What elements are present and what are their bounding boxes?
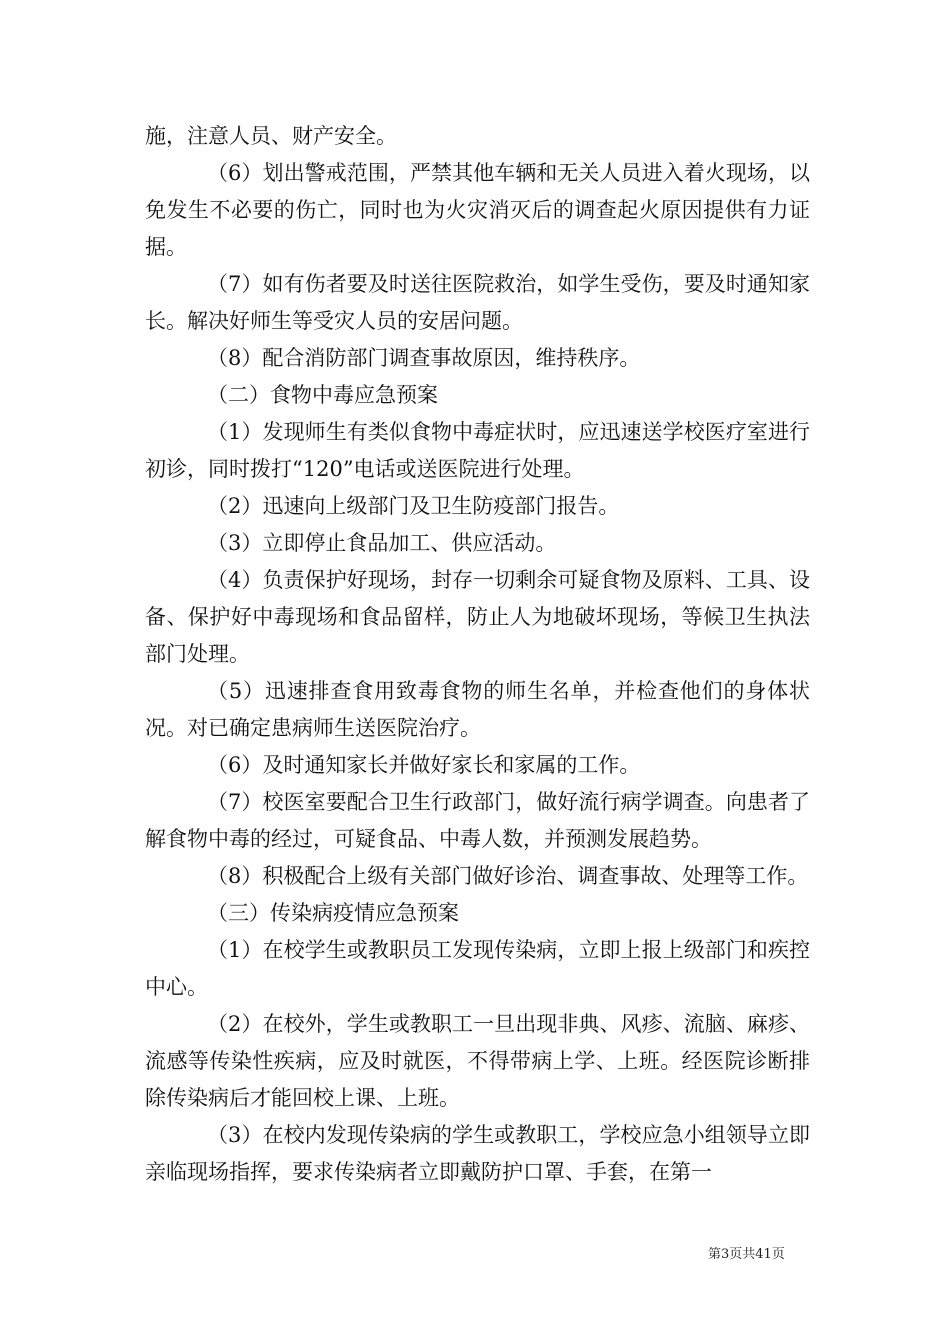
paragraph: 施，注意人员、财产安全。 bbox=[145, 124, 397, 148]
paragraph: （5）迅速排查食用致毒食物的师生名单，并检查他们的身体状况。对已确定患病师生送医院治疗。 bbox=[145, 679, 810, 740]
paragraph: （6）及时通知家长并做好家长和家属的工作。 bbox=[207, 753, 641, 777]
paragraph: （8）积极配合上级有关部门做好诊治、调查事故、处理等工作。 bbox=[207, 864, 809, 888]
paragraph: （1）发现师生有类似食物中毒症状时，应迅速送学校医疗室进行初诊，同时拨打“120”电话或送医院进行处理。 bbox=[145, 420, 810, 481]
paragraph: （8）配合消防部门调查事故原因，维持秩序。 bbox=[207, 346, 641, 370]
paragraph: （1）在校学生或教职员工发现传染病，立即上报上级部门和疾控中心。 bbox=[145, 938, 810, 999]
paragraph: （7）如有伤者要及时送往医院救治，如学生受伤，要及时通知家长。解决好师生等受灾人员的安居问题。 bbox=[145, 272, 810, 333]
paragraph: （6）划出警戒范围，严禁其他车辆和无关人员进入着火现场，以免发生不必要的伤亡，同时也为火灾消灭后的调查起火原因提供有力证据。 bbox=[145, 161, 810, 259]
paragraph: （7）校医室要配合卫生行政部门，做好流行病学调查。向患者了解食物中毒的经过，可疑食品、中毒人数，并预测发展趋势。 bbox=[145, 790, 810, 851]
paragraph: （2）迅速向上级部门及卫生防疫部门报告。 bbox=[207, 494, 620, 518]
document-body bbox=[145, 118, 810, 1191]
section-heading: （三）传染病疫情应急预案 bbox=[207, 901, 459, 925]
paragraph: （4）负责保护好现场，封存一切剩余可疑食物及原料、工具、设备、保护好中毒现场和食品留样，防止人为地破坏现场，等候卫生执法部门处理。 bbox=[145, 568, 810, 666]
page-number: 第3页共41页 bbox=[708, 1247, 785, 1262]
paragraph: （2）在校外，学生或教职工一旦出现非典、风疹、流脑、麻疹、流感等传染性疾病，应及时就医，不得带病上学、上班。经医院诊断排除传染病后才能回校上课、上班。 bbox=[145, 1012, 810, 1110]
paragraph: （3）立即停止食品加工、供应活动。 bbox=[207, 531, 557, 555]
paragraph: （3）在校内发现传染病的学生或教职工，学校应急小组领导立即亲临现场指挥，要求传染病者立即戴防护口罩、手套，在第一 bbox=[145, 1123, 810, 1184]
section-heading: （二）食物中毒应急预案 bbox=[207, 383, 438, 407]
